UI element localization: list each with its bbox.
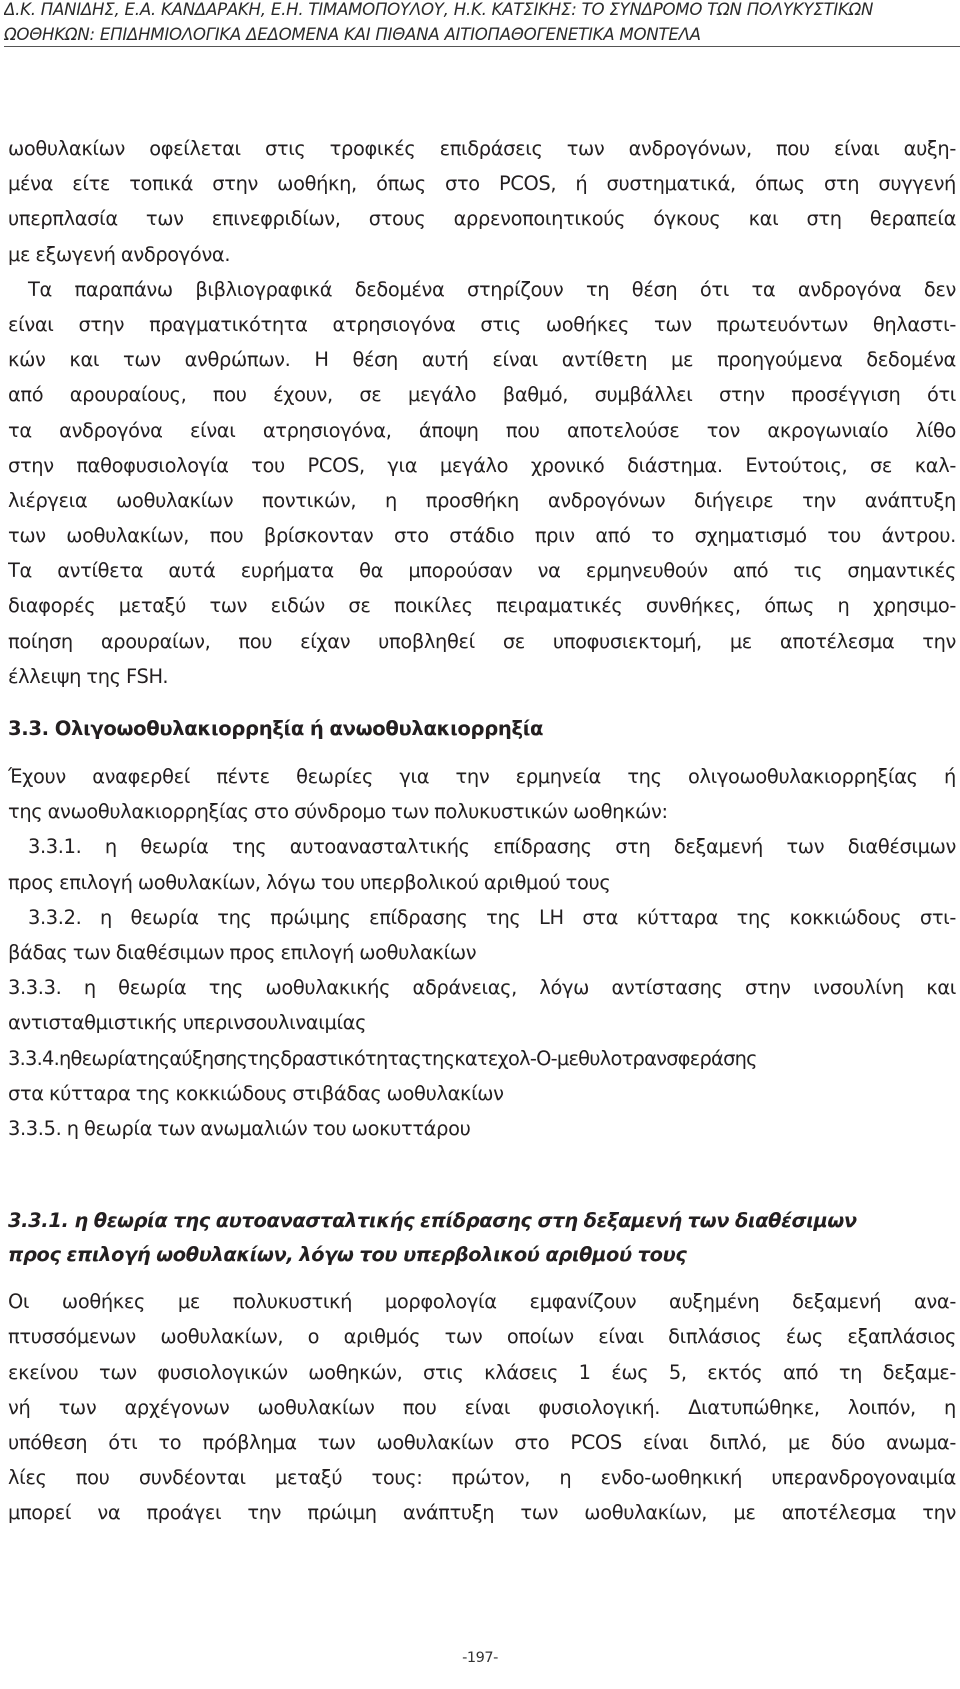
text-line: με εξωγενή ανδρογόνα. [8,242,231,266]
list-item-line: αντισταθμιστικής υπερινσουλιναιμίας [8,1011,367,1035]
text-line: μένα είτε τοπικά στην ωοθήκη, όπως στο PCOS, ή συστηματικά, όπως στη συγγενή [8,172,956,196]
text-line: ποίηση αρουραίων, που είχαν υποβληθεί σε υποφυσιεκτομή, με αποτέλεσμα την [8,629,956,653]
list-item [8,970,956,1040]
paragraph-polycystic-morphology [8,1284,956,1530]
text-line: έλλειψη της FSH. [8,664,169,688]
list-item-line: στα κύτταρα της κοκκιώδους στιβάδας ωοθυλακίων [8,1081,504,1105]
list-item-line: 3.3.3. η θεωρία της ωοθυλακικής αδράνειας, λόγω αντίστασης στην ινσουλίνη και [8,976,956,1000]
list-item-line: 3.3.4.ηθεωρίατηςαύξησηςτηςδραστικότηταςτηςκατεχολ-Ο-μεθυλοτρανσφεράσης [8,1046,757,1070]
text-line: στην παθοφυσιολογία του PCOS, για μεγάλο χρονικό διάστημα. Εντούτοις, σε καλ- [8,453,956,477]
text-line: διαφορές μεταξύ των ειδών σε ποικίλες πειραματικές συνθήκες, όπως η χρησιμο- [8,594,956,618]
header-rule [4,46,960,47]
text-line: υπόθεση ότι το πρόβλημα των ωοθυλακίων στο PCOS είναι διπλό, με δύο ανωμα- [8,1430,956,1454]
running-head-line-1: Δ.Κ. ΠΑΝΙΔΗΣ, Ε.Α. ΚΑΝΔΑΡΑΚΗ, Ε.Η. ΤΙΜΑΜΟΠΟΥΛΟΥ, Η.Κ. ΚΑΤΣΙΚΗΣ: ΤΟ ΣΥΝΔΡΟΜΟ ΤΩΝ ΠΟΛΥΚΥΣΤΙΚΩΝ [4,0,874,19]
text-line: της ανωοθυλακιορρηξίας στο σύνδρομο των πολυκυστικών ωοθηκών: [8,800,668,824]
running-head-line-2: ΩΟΘΗΚΩΝ: ΕΠΙΔΗΜΙΟΛΟΓΙΚΑ ΔΕΔΟΜΕΝΑ ΚΑΙ ΠΙΘΑΝΑ ΑΙΤΙΟΠΑΘΟΓΕΝΕΤΙΚΑ ΜΟΝΤΕΛΑ [4,25,701,44]
text-line: λίες που συνδέονται μεταξύ τους: πρώτον, η ενδο-ωοθηκική υπερανδρογοναιμία [8,1466,956,1490]
list-item-line: 3.3.1. η θεωρία της αυτοανασταλτικής επίδρασης στη δεξαμενή των διαθέσιμων [28,835,956,859]
text-line: μπορεί να προάγει την πρώιμη ανάπτυξη των ωοθυλακίων, με αποτέλεσμα την [8,1501,956,1525]
subsection-heading [8,1204,956,1272]
text-line: νή των αρχέγονων ωοθυλακίων που είναι φυσιολογική. Διατυπώθηκε, λοιπόν, η [8,1395,956,1419]
text-line: κών και των ανθρώπων. Η θέση αυτή είναι αντίθετη με προηγούμενα δεδομένα [8,348,956,372]
page-number: -197- [462,1650,498,1666]
text-line: υπερπλασία των επινεφριδίων, στους αρρενοποιητικούς όγκους και στη θεραπεία [8,207,956,231]
list-item-line: προς επιλογή ωοθυλακίων, λόγω του υπερβολικού αριθμού τους [8,870,611,894]
text-line: τα ανδρογόνα είναι ατρησιογόνα, άποψη που αποτελούσε τον ακρογωνιαίο λίθο [8,418,956,442]
list-item [8,829,956,899]
text-line: Έχουν αναφερθεί πέντε θεωρίες για την ερμηνεία της ολιγοωοθυλακιορρηξίας ή [8,765,956,789]
text-line: πτυσσόμενων ωοθυλακίων, ο αριθμός των οποίων είναι διπλάσιος έως εξαπλάσιος [8,1325,956,1349]
section-heading: 3.3. Ολιγοωοθυλακιορρηξία ή ανωοθυλακιορρηξία [8,717,544,741]
text-line: εκείνου των φυσιολογικών ωοθηκών, στις κλάσεις 1 έως 5, εκτός από τη δεξαμε- [8,1360,956,1384]
list-item [8,900,956,970]
text-line: Τα αντίθετα αυτά ευρήματα θα μπορούσαν να ερμηνευθούν από τις σημαντικές [8,559,956,583]
text-line: από αρουραίους, που έχουν, σε μεγάλο βαθμό, συμβάλλει στην προσέγγιση ότι [8,383,956,407]
paragraph-continuation [8,131,956,272]
text-line: Οι ωοθήκες με πολυκυστική μορφολογία εμφανίζουν αυξημένη δεξαμενή ανα- [8,1290,956,1314]
list-item [8,1111,956,1146]
text-line: των ωοθυλακίων, που βρίσκονταν στο στάδιο πριν από το σχηματισμό του άντρου. [8,524,956,548]
section-intro [8,759,956,829]
subsection-heading-line: προς επιλογή ωοθυλακίων, λόγω του υπερβολικού αριθμού τους [8,1243,687,1267]
list-item-line: 3.3.2. η θεωρία της πρώιμης επίδρασης της LH στα κύτταρα της κοκκιώδους στι- [28,905,956,929]
text-line: ωοθυλακίων οφείλεται στις τροφικές επιδράσεις των ανδρογόνων, που είναι αυξη- [8,137,956,160]
list-item-line: 3.3.5. η θεωρία των ανωμαλιών του ωοκυττάρου [8,1117,471,1140]
list-item [8,1041,956,1111]
list-item-line: βάδας των διαθέσιμων προς επιλογή ωοθυλακίων [8,941,477,964]
body-text [8,131,956,1531]
theories-list [8,829,956,1146]
running-head [4,0,956,47]
paragraph-androgens [8,272,956,694]
text-line: Τα παραπάνω βιβλιογραφικά δεδομένα στηρίζουν τη θέση ότι τα ανδρογόνα δεν [28,277,956,301]
subsection-heading-line: 3.3.1. η θεωρία της αυτοανασταλτικής επίδρασης στη δεξαμενή των διαθέσιμων [8,1209,857,1233]
text-line: είναι στην πραγματικότητα ατρησιογόνα στις ωοθήκες των πρωτευόντων θηλαστι- [8,312,956,336]
text-line: λιέργεια ωοθυλακίων ποντικών, η προσθήκη ανδρογόνων διήγειρε την ανάπτυξη [8,488,956,512]
